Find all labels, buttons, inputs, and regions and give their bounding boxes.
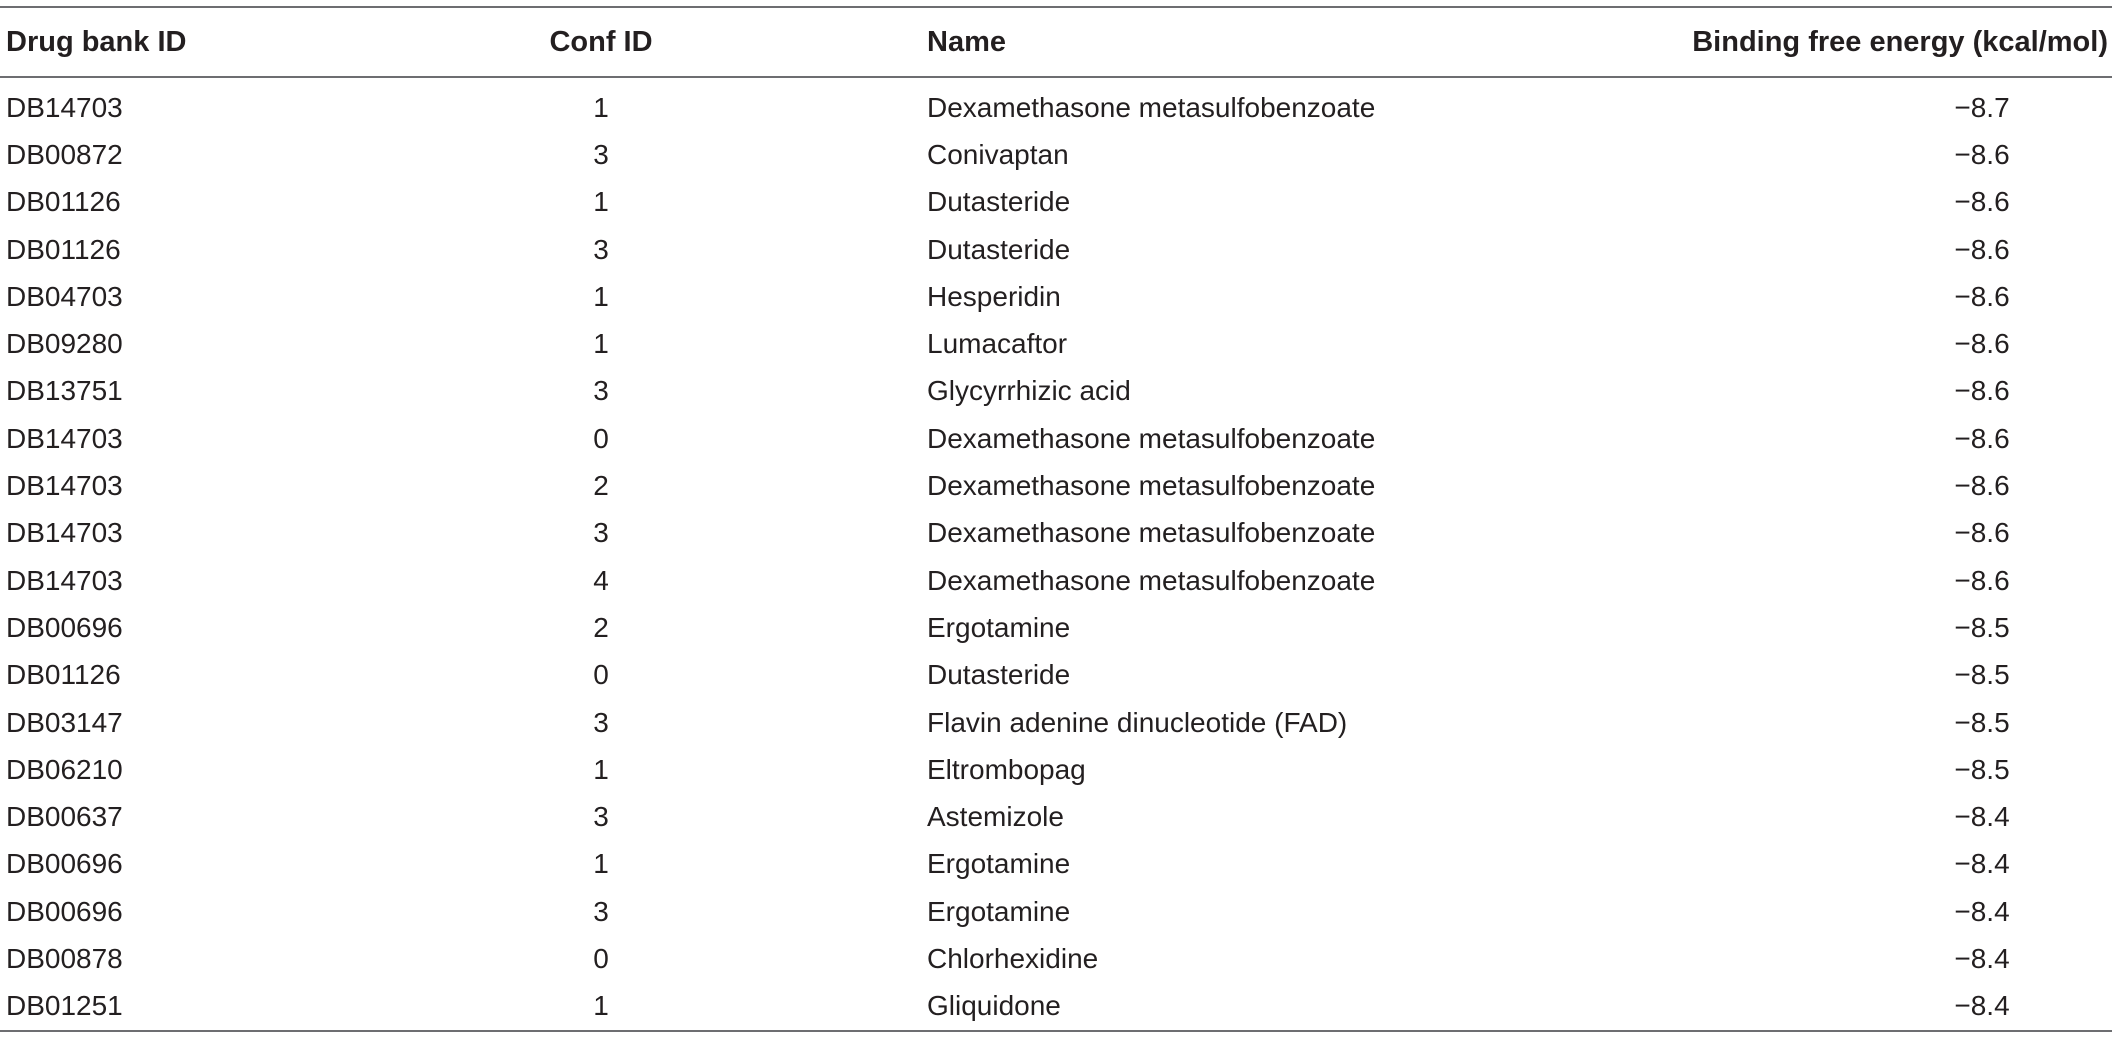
cell-conf-id: 3: [593, 517, 609, 549]
table-header: [0, 7, 2112, 77]
cell-binding-free-energy: −8.5: [1954, 753, 2010, 785]
cell-name: Astemizole: [927, 801, 1064, 833]
cell-binding-free-energy: −8.4: [1954, 895, 2010, 927]
cell-conf-id: 0: [593, 422, 609, 454]
table-row: [0, 273, 2112, 320]
data-table-container: [0, 6, 2112, 1032]
cell-binding-free-energy: −8.6: [1954, 186, 2010, 218]
cell-name: Glycyrrhizic acid: [927, 375, 1131, 407]
table-row: [0, 131, 2112, 178]
cell-name: Hesperidin: [927, 280, 1061, 312]
cell-conf-id: 1: [593, 848, 609, 880]
cell-binding-free-energy: −8.4: [1954, 848, 2010, 880]
cell-drug-bank-id: DB06210: [6, 753, 123, 785]
cell-drug-bank-id: DB01126: [6, 186, 121, 218]
table-row: [0, 415, 2112, 462]
cell-drug-bank-id: DB00696: [6, 895, 123, 927]
table-row: [0, 793, 2112, 840]
cell-binding-free-energy: −8.6: [1954, 233, 2010, 265]
cell-drug-bank-id: DB04703: [6, 280, 123, 312]
cell-conf-id: 2: [593, 611, 609, 643]
cell-drug-bank-id: DB00696: [6, 611, 123, 643]
table-row: [0, 604, 2112, 651]
header-row: [0, 7, 2112, 77]
table-row: [0, 368, 2112, 415]
table-row: [0, 557, 2112, 604]
cell-conf-id: 1: [593, 91, 609, 123]
cell-name: Ergotamine: [927, 895, 1071, 927]
cell-drug-bank-id: DB00878: [6, 942, 123, 974]
cell-drug-bank-id: DB09280: [6, 328, 123, 360]
cell-binding-free-energy: −8.6: [1954, 470, 2010, 502]
cell-drug-bank-id: DB01126: [6, 233, 121, 265]
cell-name: Dexamethasone metasulfobenzoate: [927, 422, 1376, 454]
cell-binding-free-energy: −8.4: [1954, 990, 2010, 1022]
binding-energy-table: [0, 6, 2112, 1032]
cell-conf-id: 3: [593, 706, 609, 738]
cell-drug-bank-id: DB14703: [6, 470, 123, 502]
table-row: [0, 699, 2112, 746]
cell-binding-free-energy: −8.7: [1954, 91, 2010, 123]
header-binding-free-energy: Binding free energy (kcal/mol): [1692, 25, 2108, 58]
cell-binding-free-energy: −8.6: [1954, 375, 2010, 407]
cell-binding-free-energy: −8.6: [1954, 422, 2010, 454]
cell-conf-id: 4: [593, 564, 609, 596]
cell-binding-free-energy: −8.4: [1954, 801, 2010, 833]
cell-name: Dutasteride: [927, 659, 1071, 691]
table-row: [0, 179, 2112, 226]
cell-name: Dexamethasone metasulfobenzoate: [927, 564, 1376, 596]
table-row: [0, 510, 2112, 557]
cell-binding-free-energy: −8.6: [1954, 564, 2010, 596]
cell-binding-free-energy: −8.6: [1954, 328, 2010, 360]
cell-name: Ergotamine: [927, 611, 1071, 643]
cell-binding-free-energy: −8.5: [1954, 706, 2010, 738]
cell-binding-free-energy: −8.5: [1954, 659, 2010, 691]
cell-drug-bank-id: DB03147: [6, 706, 123, 738]
cell-name: Ergotamine: [927, 848, 1071, 880]
cell-conf-id: 1: [593, 186, 609, 218]
cell-conf-id: 3: [593, 375, 609, 407]
cell-binding-free-energy: −8.6: [1954, 517, 2010, 549]
header-name: Name: [927, 25, 1006, 58]
header-conf-id: Conf ID: [549, 25, 653, 58]
table-row: [0, 462, 2112, 509]
table-row: [0, 77, 2112, 131]
cell-drug-bank-id: DB13751: [6, 375, 123, 407]
table-row: [0, 320, 2112, 367]
cell-name: Dexamethasone metasulfobenzoate: [927, 517, 1376, 549]
cell-conf-id: 3: [593, 233, 609, 265]
cell-conf-id: 1: [593, 753, 609, 785]
cell-drug-bank-id: DB01251: [6, 990, 123, 1022]
cell-name: Flavin adenine dinucleotide (FAD): [927, 706, 1348, 738]
table-row: [0, 935, 2112, 982]
cell-binding-free-energy: −8.5: [1954, 611, 2010, 643]
cell-drug-bank-id: DB14703: [6, 91, 123, 123]
cell-name: Dutasteride: [927, 186, 1071, 218]
cell-drug-bank-id: DB00872: [6, 138, 123, 170]
cell-conf-id: 0: [593, 942, 609, 974]
cell-drug-bank-id: DB00696: [6, 848, 123, 880]
cell-name: Eltrombopag: [927, 753, 1086, 785]
cell-drug-bank-id: DB14703: [6, 517, 123, 549]
cell-conf-id: 3: [593, 138, 609, 170]
cell-drug-bank-id: DB14703: [6, 564, 123, 596]
cell-conf-id: 2: [593, 470, 609, 502]
cell-binding-free-energy: −8.6: [1954, 138, 2010, 170]
table-row: [0, 746, 2112, 793]
cell-conf-id: 3: [593, 801, 609, 833]
cell-conf-id: 1: [593, 280, 609, 312]
cell-drug-bank-id: DB14703: [6, 422, 123, 454]
header-drug-bank-id: Drug bank ID: [6, 25, 187, 58]
table-body: [0, 77, 2112, 1031]
cell-name: Dexamethasone metasulfobenzoate: [927, 470, 1376, 502]
cell-conf-id: 1: [593, 990, 609, 1022]
cell-name: Lumacaftor: [927, 328, 1068, 360]
cell-name: Dexamethasone metasulfobenzoate: [927, 91, 1376, 123]
cell-drug-bank-id: DB01126: [6, 659, 121, 691]
cell-conf-id: 3: [593, 895, 609, 927]
cell-conf-id: 1: [593, 328, 609, 360]
cell-name: Conivaptan: [927, 138, 1069, 170]
cell-binding-free-energy: −8.6: [1954, 280, 2010, 312]
cell-conf-id: 0: [593, 659, 609, 691]
table-row: [0, 841, 2112, 888]
table-row: [0, 983, 2112, 1031]
table-row: [0, 226, 2112, 273]
table-row: [0, 652, 2112, 699]
cell-drug-bank-id: DB00637: [6, 801, 123, 833]
cell-name: Dutasteride: [927, 233, 1071, 265]
cell-binding-free-energy: −8.4: [1954, 942, 2010, 974]
cell-name: Chlorhexidine: [927, 942, 1099, 974]
cell-name: Gliquidone: [927, 990, 1061, 1022]
table-row: [0, 888, 2112, 935]
